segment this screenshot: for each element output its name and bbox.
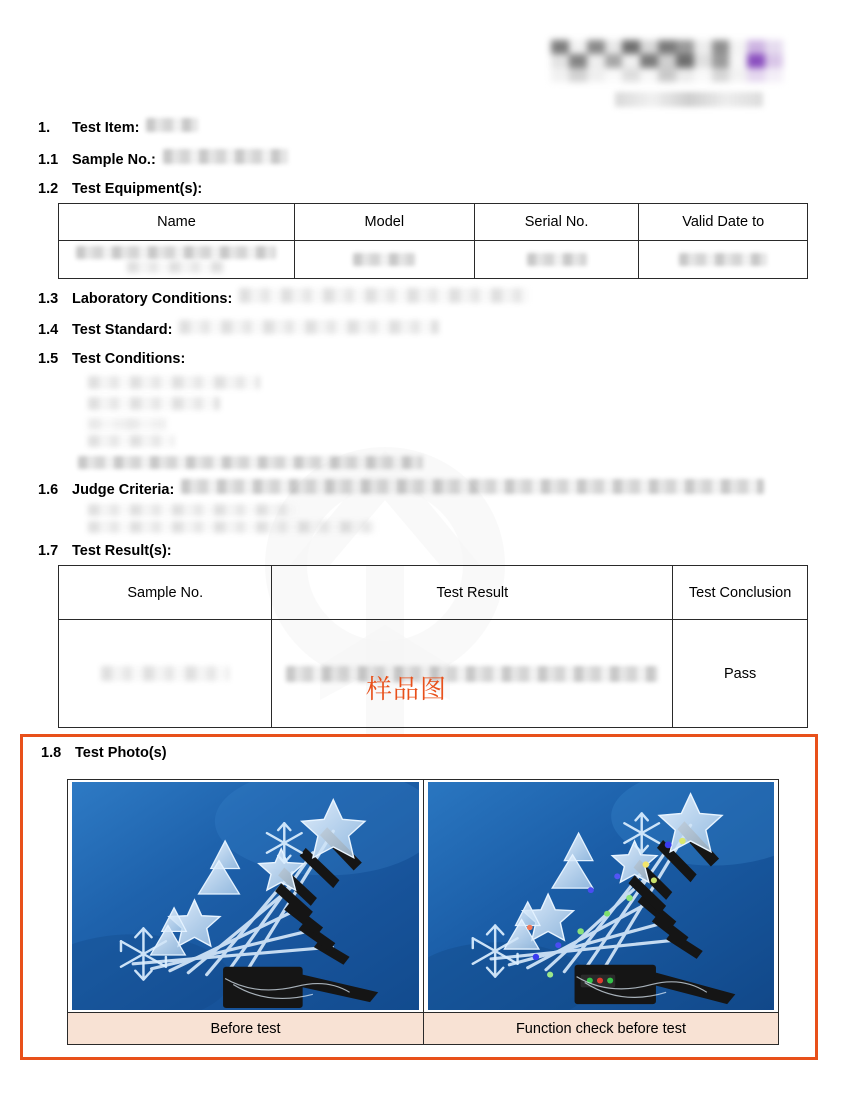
section-label: Test Item: xyxy=(72,120,140,136)
section-sample-no xyxy=(20,149,825,168)
test-photos-section xyxy=(20,734,818,1060)
test-conditions-redacted-line4 xyxy=(88,435,174,447)
result-sample-no-redacted xyxy=(101,666,229,681)
cell-equipment-valid-date xyxy=(639,241,808,279)
photo-caption-before-test: Before test xyxy=(68,1012,423,1044)
section-label: Laboratory Conditions: xyxy=(72,291,233,307)
section-test-photos xyxy=(23,737,815,761)
column-header-test-conclusion: Test Conclusion xyxy=(673,566,808,620)
cell-equipment-name xyxy=(59,241,295,279)
document-header xyxy=(20,0,825,118)
test-equipment-table xyxy=(58,203,808,279)
section-laboratory-conditions xyxy=(20,288,825,307)
section-test-standard xyxy=(20,320,825,338)
column-header-sample-no: Sample No. xyxy=(59,566,272,620)
section-number: 1. xyxy=(38,120,51,136)
photo-cell-function-check xyxy=(423,780,778,1044)
sample-no-value-redacted xyxy=(163,149,288,164)
section-test-conditions xyxy=(20,351,825,367)
equipment-model-redacted xyxy=(353,253,415,266)
section-test-results xyxy=(20,543,825,559)
equipment-name-redacted-line1 xyxy=(76,246,276,259)
table-row xyxy=(59,241,808,279)
test-conditions-body xyxy=(20,376,825,447)
equipment-serial-redacted xyxy=(527,253,587,266)
photo-before-test xyxy=(68,780,423,1012)
test-conditions-redacted-line2 xyxy=(88,397,220,410)
judge-criteria-redacted-line2 xyxy=(88,504,296,516)
column-header-name: Name xyxy=(59,204,295,241)
test-item-value-redacted xyxy=(146,118,198,132)
photo-function-check-before-test xyxy=(424,780,778,1012)
section-label: Test Equipment(s): xyxy=(72,181,203,197)
company-logo xyxy=(551,40,783,82)
section-number: 1.1 xyxy=(38,152,59,168)
sample-image-annotation: 样品图 xyxy=(366,674,448,704)
photo-cell-before-test xyxy=(68,780,423,1044)
judge-criteria-redacted-line3 xyxy=(88,521,376,533)
company-logo-subtitle xyxy=(615,92,763,107)
photo-caption-function-check: Function check before test xyxy=(424,1012,778,1044)
test-conditions-redacted-line1 xyxy=(88,376,260,389)
cell-equipment-serial xyxy=(474,241,639,279)
test-conditions-redacted-line5 xyxy=(78,456,423,469)
table-header-row xyxy=(59,566,808,620)
section-number: 1.3 xyxy=(38,291,59,307)
test-standard-value-redacted xyxy=(179,320,439,334)
section-test-equipment xyxy=(20,181,825,197)
cell-equipment-model xyxy=(294,241,474,279)
cell-test-result xyxy=(272,620,673,728)
column-header-model: Model xyxy=(294,204,474,241)
section-number: 1.4 xyxy=(38,322,59,338)
section-label: Sample No.: xyxy=(72,152,156,168)
column-header-valid-date: Valid Date to xyxy=(639,204,808,241)
judge-criteria-value-redacted xyxy=(181,479,764,494)
section-label: Test Conditions: xyxy=(72,351,186,367)
equipment-name-redacted-line2 xyxy=(127,261,225,273)
section-test-item xyxy=(20,118,825,136)
test-result-redacted xyxy=(286,666,658,682)
test-conditions-redacted-line3 xyxy=(88,418,166,430)
section-label: Test Photo(s) xyxy=(75,745,167,761)
test-conditions-footnote xyxy=(20,456,825,469)
section-number: 1.2 xyxy=(38,181,59,197)
test-photos-grid xyxy=(67,779,779,1045)
section-label: Judge Criteria: xyxy=(72,482,175,498)
column-header-test-result: Test Result xyxy=(272,566,673,620)
judge-criteria-body xyxy=(20,504,825,533)
table-header-row xyxy=(59,204,808,241)
cell-result-sample-no xyxy=(59,620,272,728)
equipment-valid-date-redacted xyxy=(679,253,767,266)
section-number: 1.8 xyxy=(41,745,62,761)
cell-test-conclusion: Pass xyxy=(673,620,808,728)
section-label: Test Standard: xyxy=(72,322,173,338)
section-label: Test Result(s): xyxy=(72,543,172,559)
section-number: 1.7 xyxy=(38,543,59,559)
laboratory-conditions-value-redacted xyxy=(239,288,529,303)
section-number: 1.6 xyxy=(38,482,59,498)
column-header-serial-no: Serial No. xyxy=(474,204,639,241)
section-number: 1.5 xyxy=(38,351,59,367)
section-judge-criteria xyxy=(20,479,825,498)
